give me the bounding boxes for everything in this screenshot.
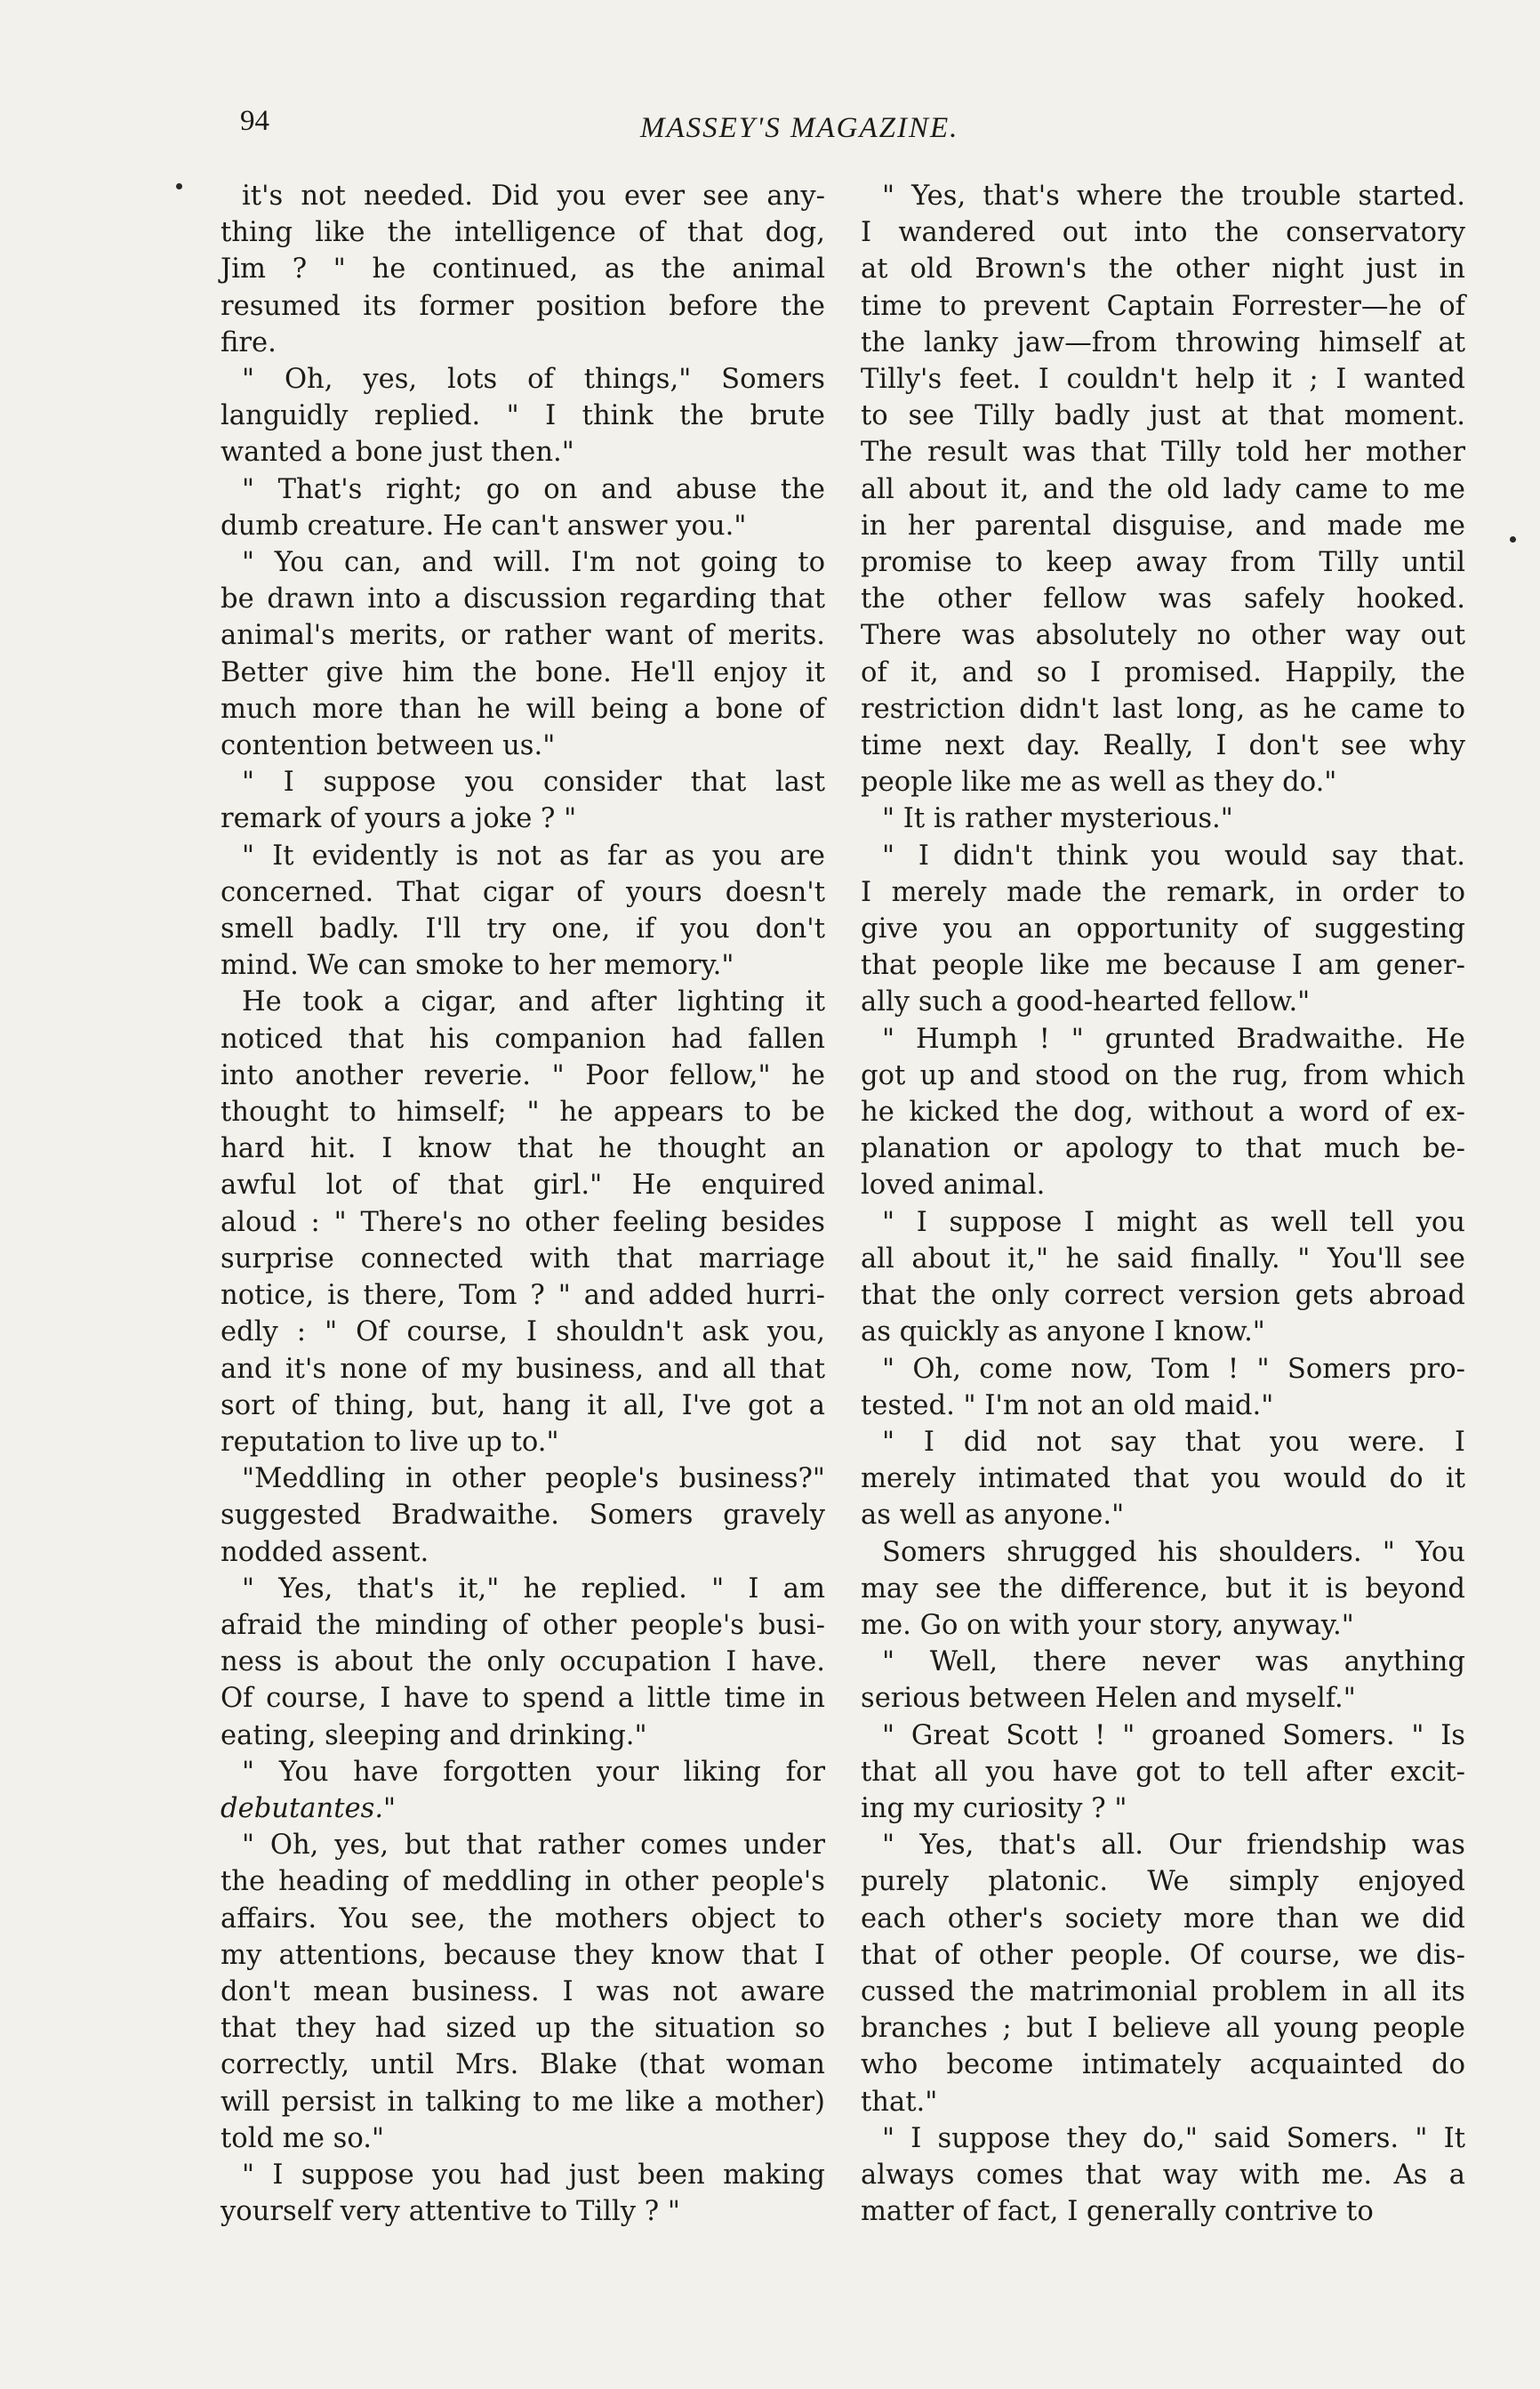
text-line: branches ; but I believe all young people [861, 2013, 1465, 2045]
text-line: it's not needed. Did you ever see any- [242, 181, 825, 212]
text-line: got up and stood on the rug, from which [861, 1059, 1465, 1091]
text-line: smell badly. I'll try one, if you don't [221, 913, 825, 945]
text-line: me. Go on with your story, anyway." [861, 1609, 1354, 1641]
text-line: aloud : " There's no other feeling besides [221, 1206, 825, 1238]
paragraph [221, 1827, 825, 2157]
text-line: " Yes, that's it," he replied. " I am [242, 1573, 825, 1605]
paragraph [861, 1424, 1465, 1534]
text-line: " Yes, that's all. Our friendship was [882, 1830, 1465, 1862]
page-number: 94 [240, 105, 269, 137]
text-line: ness is about the only occupation I have. [221, 1646, 825, 1678]
text-line: languidly replied. " I think the brute [221, 400, 825, 432]
text-line: that of other people. Of course, we dis- [861, 1939, 1465, 1971]
text-line: purely platonic. We simply enjoyed [861, 1866, 1465, 1898]
text-line: wanted a bone just then." [221, 437, 574, 469]
text-line: who become intimately acquainted do [861, 2049, 1465, 2081]
text-line: always comes that way with me. As a [861, 2159, 1465, 2191]
text-line: cussed the matrimonial problem in all its [861, 1975, 1465, 2007]
text-line: planation or apology to that much be- [861, 1133, 1465, 1165]
paragraph [221, 1754, 825, 1827]
text-line: thing like the intelligence of that dog, [221, 217, 825, 249]
paragraph [221, 544, 825, 764]
italic-word: debutantes. [221, 1792, 384, 1824]
text-line: " That's right; go on and abuse the [242, 473, 825, 505]
paragraph [861, 2120, 1465, 2231]
paragraph [221, 1460, 825, 1571]
text-line: resumed its former position before the [221, 290, 825, 322]
text-line: give you an opportunity of suggesting [861, 913, 1465, 945]
text-line: dumb creature. He can't answer you." [221, 510, 747, 542]
text-line: suggested Bradwaithe. Somers gravely [221, 1500, 825, 1532]
text-line: remark of yours a joke ? " [221, 803, 577, 835]
text-line: the other fellow was safely hooked. [861, 583, 1465, 615]
page-header [0, 105, 1540, 158]
text-line: that people like me because I am gener- [861, 950, 1465, 982]
text-line: " I suppose you had just been making [242, 2159, 825, 2191]
text-line: and it's none of my business, and all that [221, 1353, 825, 1385]
text-line: notice, is there, Tom ? " and added hurri- [221, 1280, 825, 1312]
text-line: promise to keep away from Tilly until [861, 547, 1465, 579]
text-line: " Humph ! " grunted Bradwaithe. He [882, 1023, 1465, 1055]
text-line: that all you have got to tell after excit- [861, 1756, 1465, 1788]
text-line: " You can, and will. I'm not going to [242, 547, 825, 579]
text-line: my attentions, because they know that I [221, 1939, 825, 1971]
text-line: "Meddling in other people's business?" [242, 1463, 825, 1495]
text-line: noticed that his companion had fallen [221, 1023, 825, 1055]
text-line: hard hit. I know that he thought an [221, 1133, 825, 1165]
text-line: thought to himself; " he appears to be [221, 1097, 825, 1129]
text-line: mind. We can smoke to her memory." [221, 950, 734, 982]
text-line: " You have forgotten your liking for [242, 1756, 825, 1788]
text-line: debutantes." [221, 1792, 397, 1824]
text-line: time next day. Really, I don't see why [861, 730, 1465, 762]
text-line: " Yes, that's where the trouble started. [882, 181, 1465, 212]
text-line: that they had sized up the situation so [221, 2013, 825, 2045]
paragraph [221, 471, 825, 544]
text-line: reputation to live up to." [221, 1426, 559, 1458]
text-line: There was absolutely no other way out [861, 620, 1465, 652]
text-line: people like me as well as they do." [861, 767, 1337, 799]
text-line: " Great Scott ! " groaned Somers. " Is [882, 1719, 1465, 1751]
margin-speck [1510, 536, 1516, 543]
text-line: told me so." [221, 2122, 385, 2154]
text-line: yourself very attentive to Tilly ? " [221, 2196, 680, 2228]
paragraph [861, 1021, 1465, 1204]
paragraph [861, 178, 1465, 800]
text-line: " Oh, yes, lots of things," Somers [242, 364, 825, 396]
text-line: the heading of meddling in other people's [221, 1866, 825, 1898]
paragraph [861, 1644, 1465, 1717]
text-line: concerned. That cigar of yours doesn't [221, 876, 825, 908]
text-line: The result was that Tilly told her mother [861, 437, 1465, 469]
text-line: sort of thing, but, hang it all, I've got a [221, 1389, 825, 1421]
text-line: " It is rather mysterious." [882, 803, 1233, 835]
text-line: " I did not say that you were. I [882, 1426, 1465, 1458]
text-line: ing my curiosity ? " [861, 1792, 1127, 1824]
paragraph [861, 1204, 1465, 1351]
margin-speck [176, 183, 182, 189]
text-line: to see Tilly badly just at that moment. [861, 400, 1465, 432]
text-line: much more than he will being a bone of [221, 693, 825, 725]
text-line: in her parental disguise, and made me [861, 510, 1465, 542]
text-line: I merely made the remark, in order to [861, 876, 1465, 908]
text-line: the lanky jaw—from throwing himself at [861, 326, 1465, 358]
text-line: correctly, until Mrs. Blake (that woman [221, 2049, 825, 2081]
text-line: may see the difference, but it is beyond [861, 1573, 1465, 1605]
text-line: all about it," he said finally. " You'll see [861, 1243, 1465, 1275]
text-line: " It evidently is not as far as you are [242, 840, 825, 872]
text-line: contention between us." [221, 730, 556, 762]
paragraph [221, 1571, 825, 1754]
text-line: matter of fact, I generally contrive to [861, 2196, 1374, 2228]
text-line: time to prevent Captain Forrester—he of [861, 290, 1465, 322]
paragraph [861, 1351, 1465, 1424]
text-line: ally such a good-hearted fellow." [861, 986, 1311, 1018]
text-line: fire. [221, 326, 277, 358]
paragraph [861, 1717, 1465, 1828]
text-line: will persist in talking to me like a mother) [221, 2086, 825, 2118]
paragraph [861, 1534, 1465, 1645]
text-line: " Oh, yes, but that rather comes under [242, 1830, 825, 1862]
paragraph [221, 361, 825, 471]
text-line: as quickly as anyone I know." [861, 1316, 1265, 1348]
text-line: restriction didn't last long, as he came to [861, 693, 1465, 725]
text-line: that the only correct version gets abroad [861, 1280, 1465, 1312]
text-line: surprise connected with that marriage [221, 1243, 825, 1275]
right-text-column [861, 178, 1465, 2230]
text-line: edly : " Of course, I shouldn't ask you, [221, 1316, 825, 1348]
text-line: " I suppose they do," said Somers. " It [882, 2122, 1465, 2154]
text-line: He took a cigar, and after lighting it [242, 986, 825, 1018]
paragraph [221, 984, 825, 1460]
text-line: be drawn into a discussion regarding that [221, 583, 825, 615]
text-line: animal's merits, or rather want of merits. [221, 620, 825, 652]
text-line: all about it, and the old lady came to me [861, 473, 1465, 505]
text-line: into another reverie. " Poor fellow," he [221, 1059, 825, 1091]
text-line: Of course, I have to spend a little time in [221, 1683, 825, 1715]
text-line: he kicked the dog, without a word of ex- [861, 1097, 1465, 1129]
text-line: Tilly's feet. I couldn't help it ; I wanted [861, 364, 1465, 396]
text-line: of it, and so I promised. Happily, the [861, 656, 1465, 688]
text-line: at old Brown's the other night just in [861, 253, 1465, 286]
paragraph [221, 764, 825, 837]
left-text-column [221, 178, 825, 2230]
text-line: affairs. You see, the mothers object to [221, 1902, 825, 1935]
text-line: Jim ? " he continued, as the animal [221, 253, 825, 286]
text-line: don't mean business. I was not aware [221, 1975, 825, 2007]
paragraph [861, 800, 1465, 837]
text-line: serious between Helen and myself." [861, 1683, 1356, 1715]
text-line: each other's society more than we did [861, 1902, 1465, 1935]
paragraph [221, 178, 825, 361]
text-line: Somers shrugged his shoulders. " You [882, 1536, 1465, 1568]
paragraph [221, 2157, 825, 2230]
text-line: that." [861, 2086, 938, 2118]
paragraph [221, 838, 825, 985]
text-line: loved animal. [861, 1170, 1046, 1202]
text-line: " I suppose I might as well tell you [882, 1206, 1465, 1238]
text-line: afraid the minding of other people's busi- [221, 1609, 825, 1641]
text-line: eating, sleeping and drinking." [221, 1719, 647, 1751]
paragraph [861, 1827, 1465, 2120]
text-line: as well as anyone." [861, 1500, 1125, 1532]
text-line: awful lot of that girl." He enquired [221, 1170, 825, 1202]
text-line: merely intimated that you would do it [861, 1463, 1465, 1495]
text-line: " I suppose you consider that last [242, 767, 825, 799]
running-title: MASSEY'S MAGAZINE. [640, 112, 959, 144]
text-line: nodded assent. [221, 1536, 429, 1568]
text-line: tested. " I'm not an old maid." [861, 1389, 1274, 1421]
text-line: " I didn't think you would say that. [882, 840, 1465, 872]
paragraph [861, 838, 1465, 1021]
text-line: " Well, there never was anything [882, 1646, 1465, 1678]
text-line: I wandered out into the conservatory [861, 217, 1465, 249]
text-line: Better give him the bone. He'll enjoy it [221, 656, 825, 688]
text-line: " Oh, come now, Tom ! " Somers pro- [882, 1353, 1465, 1385]
